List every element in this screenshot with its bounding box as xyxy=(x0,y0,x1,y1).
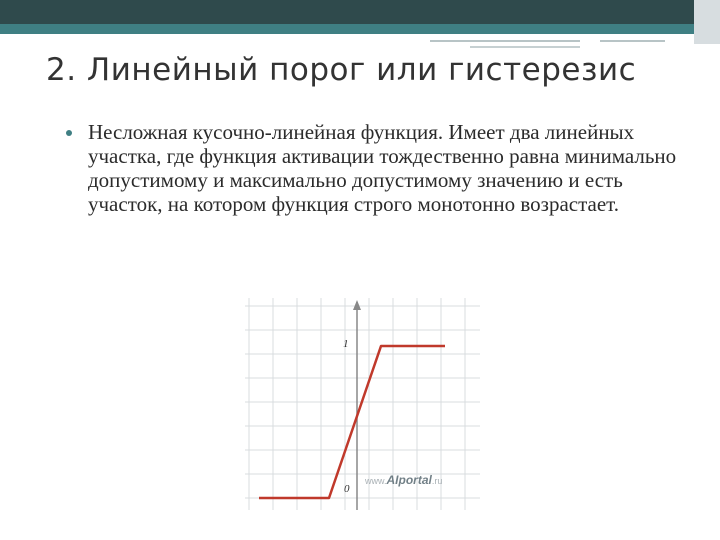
bullet-text: Несложная кусочно-линейная функция. Имеет два линейных участка, где функция активации тождественно равна минимально допустимому и максимально допустимому значению и есть участок, на котором функция строго монотонно возрастает. xyxy=(88,120,677,216)
decorative-line xyxy=(430,40,580,42)
graph-grid xyxy=(245,298,480,510)
watermark-prefix: www. xyxy=(365,476,387,486)
threshold-function-graph xyxy=(245,298,480,510)
decorative-line xyxy=(470,46,580,48)
watermark xyxy=(364,473,442,487)
svg-text:www.AIportal.ru xyxy=(364,473,442,487)
decorative-line xyxy=(600,40,665,42)
y-axis-arrow-icon xyxy=(353,300,361,310)
header-bar-teal xyxy=(0,24,720,34)
header-bar-dark xyxy=(0,0,720,24)
bullet-item xyxy=(66,120,686,216)
graph-svg xyxy=(245,298,480,510)
watermark-brand: AIportal xyxy=(386,473,432,487)
watermark-suffix: .ru xyxy=(431,476,443,486)
slide-title: 2. Линейный порог или гистерезис xyxy=(46,52,637,88)
y-label-zero: 0 xyxy=(344,483,350,495)
y-label-one: 1 xyxy=(343,338,349,350)
bullet-icon xyxy=(66,130,72,136)
header-corner-block xyxy=(694,0,720,44)
